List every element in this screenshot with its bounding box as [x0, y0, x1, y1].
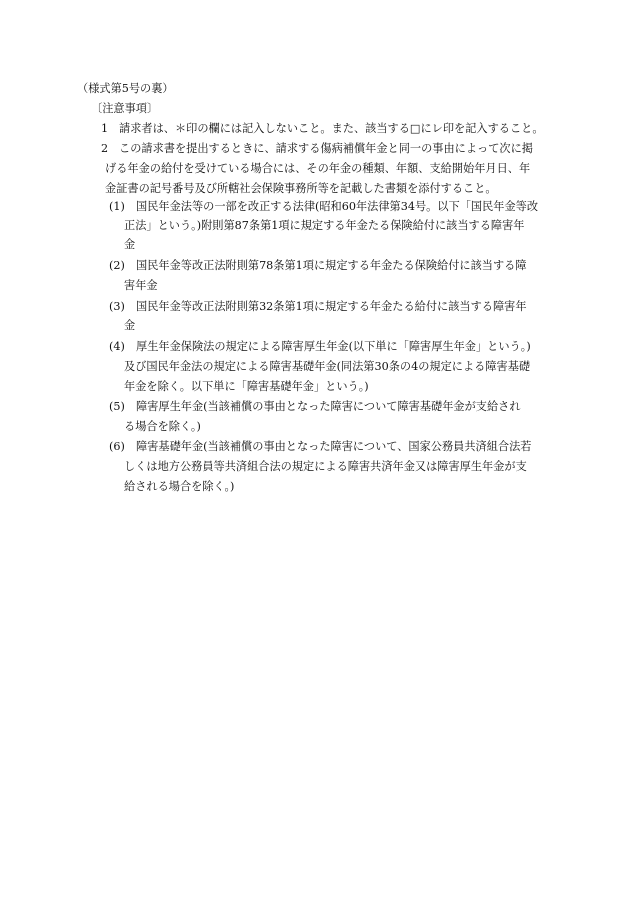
- subitem-2-line-2: 害年金: [124, 279, 158, 292]
- subitem-5-number: (5): [109, 400, 125, 413]
- subitem-4-line-3: 年金を除く。以下単に「障害基礎年金」という。): [124, 380, 369, 393]
- subitem-2-number: (2): [109, 259, 125, 272]
- notes-header: 〔注意事項〕: [91, 102, 159, 115]
- subitem-6-line-2: しくは地方公務員等共済組合法の規定による障害共済年金又は障害厚生年金が支: [124, 460, 527, 473]
- subitem-6-number: (6): [109, 440, 125, 453]
- item-2-number: 2: [101, 142, 109, 155]
- item-2-line-1: この請求書を提出するときに、請求する傷病補償年金と同一の事由によって次に掲: [119, 142, 533, 155]
- subitem-5-line-1: 障害厚生年金(当該補償の事由となった障害について障害基礎年金が支給され: [136, 400, 521, 413]
- subitem-1-line-2: 正法」という。)附則第87条第1項に規定する年金たる保険給付に該当する障害年: [124, 219, 525, 232]
- subitem-4-line-1: 厚生年金保険法の規定による障害厚生年金(以下単に「障害厚生年金」という。): [136, 340, 531, 353]
- item-1-number: 1: [101, 122, 109, 135]
- subitem-1-line-1: 国民年金法等の一部を改正する法律(昭和60年法律第34号。以下「国民年金等改: [136, 200, 539, 213]
- subitem-3-line-2: 金: [124, 319, 136, 332]
- subitem-6-line-1: 障害基礎年金(当該補償の事由となった障害について、国家公務員共済組合法若: [136, 440, 532, 453]
- form-title: （様式第5号の裏）: [77, 82, 174, 95]
- subitem-5-line-2: る場合を除く。): [124, 420, 201, 433]
- subitem-4-number: (4): [109, 340, 125, 353]
- subitem-3-line-1: 国民年金等改正法附則第32条第1項に規定する年金たる給付に該当する障害年: [136, 300, 527, 313]
- subitem-6-line-3: 給される場合を除く。): [124, 480, 235, 493]
- subitem-3-number: (3): [109, 300, 125, 313]
- subitem-4-line-2: 及び国民年金法の規定による障害基礎年金(同法第30条の4の規定による障害基礎: [124, 360, 531, 373]
- item-2-line-2: げる年金の給付を受けている場合には、その年金の種類、年額、支給開始年月日、年: [105, 162, 531, 175]
- subitem-1-line-3: 金: [124, 238, 136, 251]
- item-2-line-3: 金証書の記号番号及び所轄社会保険事務所等を記載した書類を添付すること。: [105, 182, 497, 195]
- item-1-line-1: 請求者は、＊印の欄には記入しないこと。また、該当する□にレ印を記入すること。: [119, 122, 544, 135]
- subitem-1-number: (1): [109, 200, 125, 213]
- subitem-2-line-1: 国民年金等改正法附則第78条第1項に規定する年金たる保険給付に該当する障: [136, 259, 527, 272]
